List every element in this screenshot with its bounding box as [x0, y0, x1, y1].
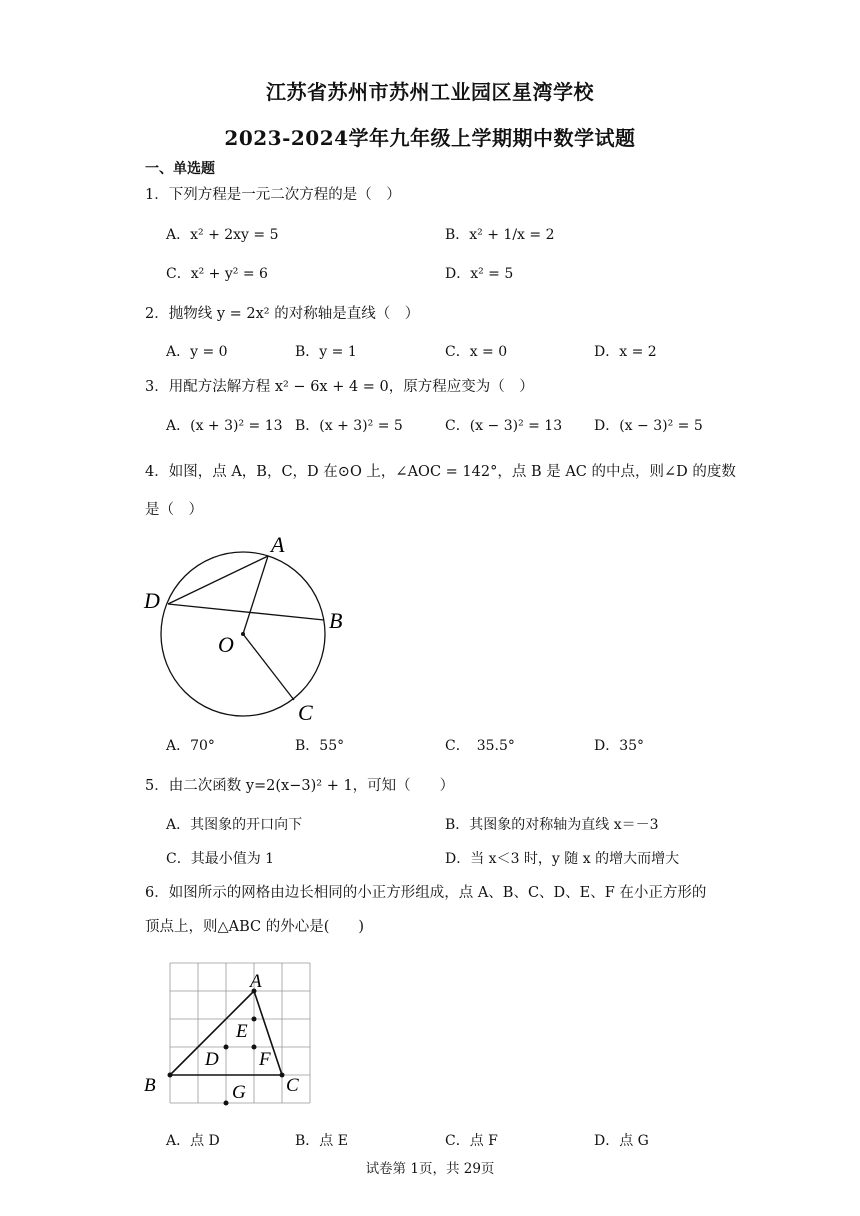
question-2-stem: 2．抛物线 y = 2x² 的对称轴是直线（ ） [145, 306, 420, 322]
question-6-option-d: D．点 G [594, 1133, 649, 1149]
question-1-option-a: A．x² + 2xy = 5 [166, 227, 279, 243]
question-1-option-b: B．x² + 1/x = 2 [445, 227, 555, 243]
question-4-option-c: C． 35.5° [445, 738, 515, 754]
label-d: D [205, 1049, 219, 1070]
grid-figure [140, 955, 340, 1115]
question-6-stem-line1: 6．如图所示的网格由边长相同的小正方形组成，点 A、B、C、D、E、F 在小正方形的 [145, 885, 707, 901]
question-4-stem-line1: 4．如图，点 A，B，C，D 在⊙O 上，∠AOC = 142°，点 B 是 AC 的中点，则∠D 的度数 [145, 464, 736, 480]
question-1-option-d: D．x² = 5 [445, 266, 514, 282]
question-1-option-c: C．x² + y² = 6 [166, 266, 268, 282]
question-5-option-a: A．其图象的开口向下 [166, 817, 303, 833]
page-title-line1: 江苏省苏州市苏州工业园区星湾学校 [266, 80, 594, 104]
question-2-option-b: B．y = 1 [295, 344, 357, 360]
question-3-stem: 3．用配方法解方程 x² − 6x + 4 = 0，原方程应变为（ ） [145, 379, 534, 395]
question-5-option-b: B．其图象的对称轴为直线 x＝－3 [445, 817, 659, 833]
question-3-option-d: D．(x − 3)² = 5 [594, 418, 703, 434]
circle-figure [140, 530, 360, 730]
label-e: E [236, 1021, 248, 1042]
question-3-option-a: A．(x + 3)² = 13 [166, 418, 283, 434]
question-2-option-c: C．x = 0 [445, 344, 508, 360]
question-3-option-c: C．(x − 3)² = 13 [445, 418, 563, 434]
label-d: D [144, 588, 160, 613]
label-b: B [329, 608, 343, 633]
label-o: O [218, 632, 234, 657]
question-3-option-b: B．(x + 3)² = 5 [295, 418, 403, 434]
question-2-option-d: D．x = 2 [594, 344, 657, 360]
question-5-stem: 5．由二次函数 y=2(x−3)² + 1，可知（ ） [145, 778, 455, 794]
question-1-stem: 1．下列方程是一元二次方程的是（ ） [145, 187, 401, 203]
question-6-option-c: C．点 F [445, 1133, 498, 1149]
question-5-option-c: C．其最小值为 1 [166, 851, 275, 867]
label-b: B [144, 1075, 156, 1096]
label-c: C [286, 1075, 299, 1096]
question-2-option-a: A．y = 0 [166, 344, 228, 360]
question-6-stem-line2: 顶点上，则△ABC 的外心是( ) [145, 919, 365, 935]
section-heading: 一、单选题 [145, 161, 215, 177]
question-5-option-d: D．当 x＜3 时，y 随 x 的增大而增大 [445, 851, 680, 867]
label-g: G [232, 1082, 246, 1103]
page-footer: 试卷第 1页，共 29页 [365, 1161, 495, 1177]
label-a: A [250, 971, 262, 992]
label-a: A [271, 532, 285, 557]
question-6-option-a: A．点 D [166, 1133, 220, 1149]
question-4-option-b: B．55° [295, 738, 345, 754]
question-4-option-a: A．70° [166, 738, 215, 754]
question-4-option-d: D．35° [594, 738, 645, 754]
question-4-stem-line2: 是（ ） [145, 502, 203, 518]
label-f: F [259, 1049, 271, 1070]
label-c: C [298, 700, 313, 725]
page-title-line2: 2023-2024学年九年级上学期期中数学试题 [224, 126, 636, 150]
question-6-option-b: B．点 E [295, 1133, 348, 1149]
